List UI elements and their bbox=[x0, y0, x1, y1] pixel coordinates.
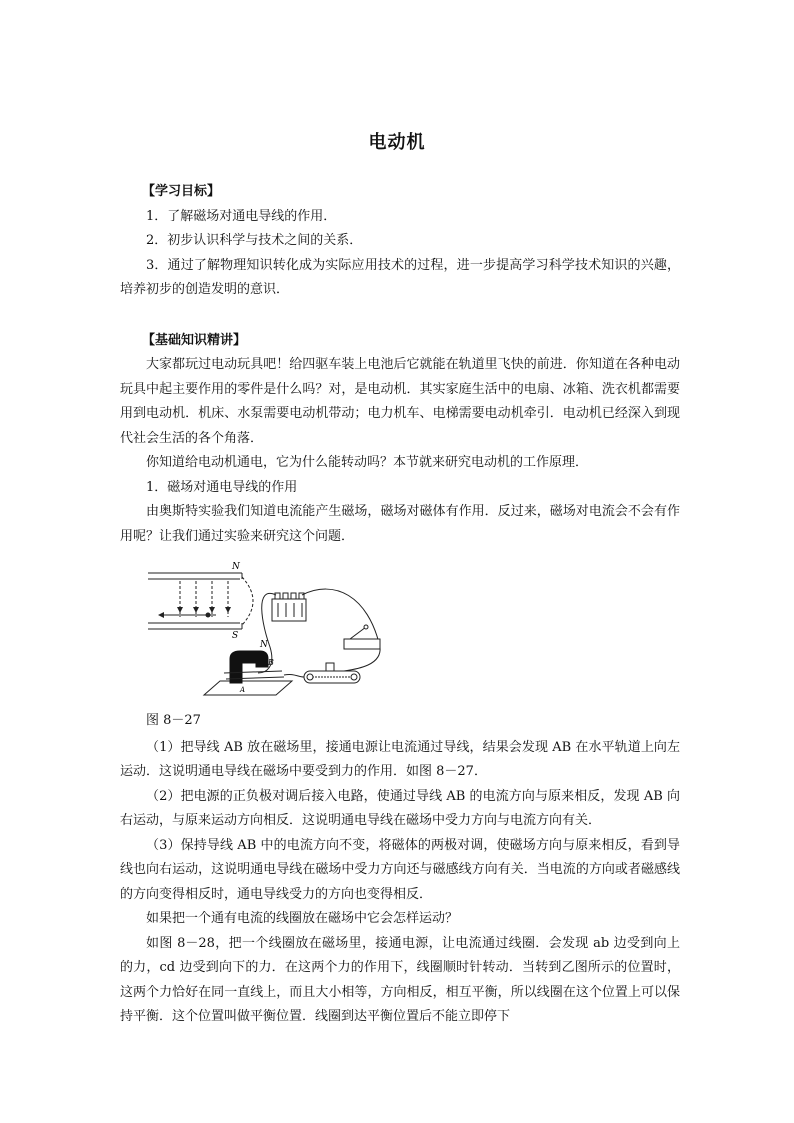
paragraph-oersted: 由奥斯特实验我们知道电流能产生磁场，磁场对磁体有作用．反过来，磁场对电流会不会有作用呢？让我们通过实验来研究这个问题． bbox=[120, 504, 680, 544]
paragraph-experiment-2: （2）把电源的正负极对调后接入电路，使通过导线 AB 的电流方向与原来相反，发现 AB 向右运动，与原来运动方向相反．这说明通电导线在磁场中受力方向与电流方向有关． bbox=[120, 788, 680, 828]
svg-text:A: A bbox=[240, 686, 246, 694]
page-title: 电动机 bbox=[368, 132, 426, 153]
section-heading-knowledge: 【基础知识精讲】 bbox=[142, 332, 247, 348]
section-heading-goals: 【学习目标】 bbox=[142, 184, 221, 199]
paragraph-coil-question: 如果把一个通有电流的线圈放在磁场中它会怎样运动？ bbox=[146, 911, 459, 926]
content bbox=[120, 180, 680, 1030]
svg-text:N: N bbox=[232, 562, 240, 572]
svg-text:B: B bbox=[268, 658, 274, 667]
figure-caption: 图 8－27 bbox=[146, 713, 201, 728]
paragraph-experiment-1: （1）把导线 AB 放在磁场里，接通电源让电流通过导线，结果会发现 AB 在水平轨道上向左运动．这说明通电导线在磁场中要受到力的作用．如图 8－27． bbox=[120, 739, 680, 779]
paragraph-question: 你知道给电动机通电，它为什么能转动吗？本节就来研究电动机的工作原理． bbox=[146, 455, 589, 470]
figure-8-27 bbox=[120, 555, 680, 705]
paragraph-experiment-3: （3）保持导线 AB 中的电流方向不变，将磁体的两极对调，使磁场方向与原来相反，看到导线也向右运动，这说明通电导线在磁场中受力方向还与磁感线方向有关．当电流的方向或者磁感线的方向变得相反时，通电导线受力的方向也变得相反． bbox=[120, 837, 680, 902]
experiment-apparatus-diagram bbox=[144, 555, 404, 700]
goal-3: 3．通过了解物理知识转化成为实际应用技术的过程，进一步提高学习科学技术知识的兴趣，培养初步的创造发明的意识． bbox=[120, 257, 680, 297]
svg-text:N: N bbox=[260, 640, 268, 650]
goal-2: 2．初步认识科学与技术之间的关系． bbox=[146, 233, 363, 248]
goal-1: 1．了解磁场对通电导线的作用． bbox=[146, 208, 337, 224]
paragraph-coil-explanation: 如图 8－28，把一个线圈放在磁场里，接通电源，让电流通过线圈．会发现 ab 边受到向上的力，cd 边受到向下的力．在这两个力的作用下，线圈顺时针转动．当转到乙图所示的位置时，这两个力恰好在同一直线上，而且大小相等，方向相反，相互平衡，所以线圈在这个位置上可以保持平衡．这个位置叫做平衡位置．线圈到达平衡位置后不能立即停下 bbox=[120, 935, 680, 1024]
svg-text:S: S bbox=[232, 631, 239, 641]
subsection-heading: 1．磁场对通电导线的作用 bbox=[146, 479, 298, 495]
paragraph-intro: 大家都玩过电动玩具吧！给四驱车装上电池后它就能在轨道里飞快的前进．你知道在各种电动玩具中起主要作用的零件是什么吗？对，是电动机．其实家庭生活中的电扇、冰箱、洗衣机都需要用到电动机．机床、水泵需要电动机带动；电力机车、电梯需要电动机牵引．电动机已经深入到现代社会生活的各个角落． bbox=[120, 357, 680, 446]
